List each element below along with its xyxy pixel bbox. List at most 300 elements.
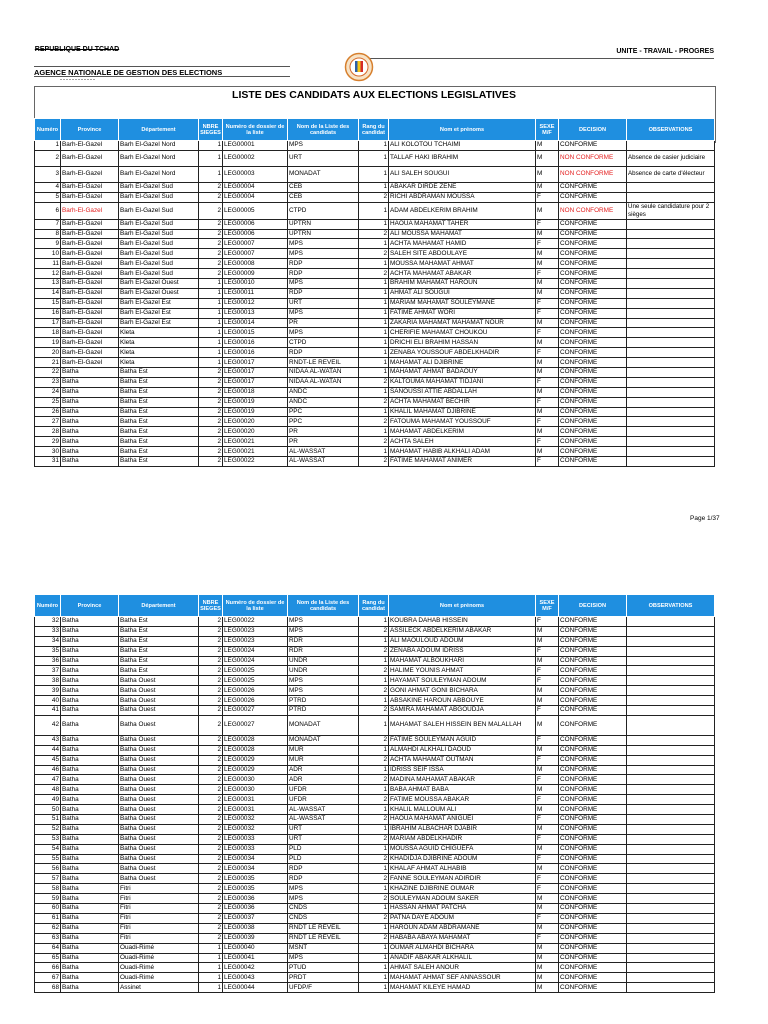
cell-rang: 2 — [359, 706, 389, 716]
cell-departement: Barh El-Gazel Est — [119, 308, 199, 318]
cell-liste: UPTRN — [288, 219, 359, 229]
cell-liste: MONADAT — [288, 735, 359, 745]
cell-sexe: F — [536, 815, 559, 825]
cell-sieges: 2 — [199, 923, 223, 933]
cell-sexe: F — [536, 676, 559, 686]
cell-departement: Kleta — [119, 348, 199, 358]
cell-dossier: LEG00020 — [223, 427, 288, 437]
cell-sieges: 1 — [199, 279, 223, 289]
cell-sexe: M — [536, 636, 559, 646]
cell-rang: 1 — [359, 368, 389, 378]
cell-liste: RDR — [288, 646, 359, 656]
cell-liste: MPS — [288, 626, 359, 636]
cell-dossier: LEG00030 — [223, 775, 288, 785]
table-row — [35, 427, 715, 437]
cell-nom: MAHAMAT ABDELKERIM — [389, 427, 536, 437]
cell-province: Barh-El-Gazel — [61, 229, 119, 239]
cell-observations — [627, 348, 715, 358]
cell-sieges: 2 — [199, 182, 223, 192]
cell-observations — [627, 437, 715, 447]
cell-rang: 1 — [359, 150, 389, 166]
cell-sexe: F — [536, 617, 559, 627]
cell-observations — [627, 328, 715, 338]
cell-sieges: 2 — [199, 815, 223, 825]
table-row — [35, 219, 715, 229]
cell-nom: KHADIDJA DJIBRINE ADOUM — [389, 854, 536, 864]
cell-nom: ZENABA YOUSSOUF ABDELKHADIR — [389, 348, 536, 358]
cell-dossier: LEG00026 — [223, 696, 288, 706]
cell-dossier: LEG00021 — [223, 437, 288, 447]
cell-decision: CONFORME — [559, 805, 627, 815]
table-row — [35, 973, 715, 983]
table-row — [35, 397, 715, 407]
cell-observations — [627, 368, 715, 378]
cell-nom: SAMIRA MAHAMAT ABGOUDJA — [389, 706, 536, 716]
cell-sexe: M — [536, 953, 559, 963]
cell-dossier: LEG00037 — [223, 913, 288, 923]
cell-departement: Barh El-Gazel Sud — [119, 239, 199, 249]
cell-sieges: 1 — [199, 308, 223, 318]
cell-sieges: 2 — [199, 715, 223, 735]
cell-decision: CONFORME — [559, 358, 627, 368]
cell-dossier: LEG00034 — [223, 864, 288, 874]
cell-nom: SANOUSSI ATTIE ABDALLAH — [389, 387, 536, 397]
cell-province: Batha — [61, 646, 119, 656]
table-row — [35, 715, 715, 735]
table-row — [35, 437, 715, 447]
table-row — [35, 626, 715, 636]
cell-departement: Batha Ouest — [119, 715, 199, 735]
cell-decision: CONFORME — [559, 636, 627, 646]
cell-observations — [627, 298, 715, 308]
cell-sexe: F — [536, 457, 559, 467]
cell-liste: ADR — [288, 775, 359, 785]
table-row — [35, 904, 715, 914]
cell-decision: CONFORME — [559, 417, 627, 427]
cell-sexe: M — [536, 686, 559, 696]
cell-numero: 65 — [35, 953, 61, 963]
cell-sexe: F — [536, 646, 559, 656]
cell-dossier: LEG00032 — [223, 815, 288, 825]
cell-numero: 46 — [35, 765, 61, 775]
cell-numero: 30 — [35, 447, 61, 457]
cell-observations — [627, 884, 715, 894]
cell-sieges: 1 — [199, 953, 223, 963]
cell-observations — [627, 407, 715, 417]
table-row — [35, 150, 715, 166]
cell-sieges: 2 — [199, 854, 223, 864]
cell-sieges: 2 — [199, 249, 223, 259]
cell-numero: 20 — [35, 348, 61, 358]
cell-numero: 38 — [35, 676, 61, 686]
cell-sexe: F — [536, 795, 559, 805]
cell-sieges: 1 — [199, 348, 223, 358]
cell-departement: Barh El-Gazel Sud — [119, 229, 199, 239]
cell-nom: MOUSSA MAHAMAT AHMAT — [389, 259, 536, 269]
cell-observations — [627, 824, 715, 834]
cell-sexe: M — [536, 656, 559, 666]
table-row — [35, 775, 715, 785]
col-header-observations: OBSERVATIONS — [627, 119, 715, 141]
cell-departement: Batha Est — [119, 646, 199, 656]
cell-departement: Batha Est — [119, 636, 199, 646]
cell-liste: PLD — [288, 854, 359, 864]
cell-dossier: LEG00016 — [223, 348, 288, 358]
cell-decision: CONFORME — [559, 259, 627, 269]
cell-rang: 1 — [359, 617, 389, 627]
cell-liste: MPS — [288, 953, 359, 963]
cell-province: Batha — [61, 913, 119, 923]
cell-departement: Batha Est — [119, 447, 199, 457]
cell-rang: 1 — [359, 328, 389, 338]
cell-decision: CONFORME — [559, 192, 627, 202]
table-row — [35, 368, 715, 378]
cell-sexe: F — [536, 437, 559, 447]
cell-sexe: M — [536, 785, 559, 795]
cell-observations — [627, 805, 715, 815]
header-divider — [34, 66, 290, 67]
cell-rang: 1 — [359, 884, 389, 894]
cell-observations — [627, 447, 715, 457]
cell-rang: 1 — [359, 676, 389, 686]
table-row — [35, 923, 715, 933]
cell-liste: PLD — [288, 844, 359, 854]
cell-sieges: 2 — [199, 239, 223, 249]
cell-sexe: M — [536, 844, 559, 854]
cell-province: Batha — [61, 973, 119, 983]
cell-liste: CNDS — [288, 904, 359, 914]
cell-sexe: F — [536, 706, 559, 716]
cell-observations — [627, 785, 715, 795]
cell-province: Batha — [61, 943, 119, 953]
cell-dossier: LEG00028 — [223, 735, 288, 745]
cell-liste: ANDC — [288, 387, 359, 397]
cell-sexe: M — [536, 923, 559, 933]
cell-departement: Batha Ouest — [119, 785, 199, 795]
cell-decision: CONFORME — [559, 933, 627, 943]
candidates-table — [34, 594, 715, 993]
cell-sieges: 2 — [199, 646, 223, 656]
cell-province: Barh-El-Gazel — [61, 219, 119, 229]
cell-sieges: 2 — [199, 834, 223, 844]
cell-numero: 60 — [35, 904, 61, 914]
cell-departement: Batha Ouest — [119, 765, 199, 775]
cell-dossier: LEG00023 — [223, 626, 288, 636]
table-row — [35, 706, 715, 716]
cell-departement: Batha Est — [119, 666, 199, 676]
cell-liste: RDP — [288, 288, 359, 298]
cell-liste: UFDR — [288, 785, 359, 795]
cell-nom: MARIAM MAHAMAT SOULEYMANE — [389, 298, 536, 308]
cell-departement: Fitri — [119, 884, 199, 894]
cell-sexe: F — [536, 874, 559, 884]
cell-numero: 67 — [35, 973, 61, 983]
cell-observations — [627, 377, 715, 387]
cell-dossier: LEG00035 — [223, 874, 288, 884]
cell-nom: KALTOUMA MAHAMAT TIDJANI — [389, 377, 536, 387]
cell-province: Barh-El-Gazel — [61, 348, 119, 358]
cell-decision: CONFORME — [559, 824, 627, 834]
cell-numero: 23 — [35, 377, 61, 387]
cell-numero: 36 — [35, 656, 61, 666]
cell-departement: Fitri — [119, 894, 199, 904]
cell-decision: CONFORME — [559, 397, 627, 407]
cell-decision: CONFORME — [559, 864, 627, 874]
cell-sieges: 2 — [199, 617, 223, 627]
cell-decision: CONFORME — [559, 626, 627, 636]
cell-sexe: M — [536, 358, 559, 368]
motto: UNITE - TRAVAIL - PROGRES — [616, 48, 714, 55]
cell-rang: 1 — [359, 407, 389, 417]
cell-observations — [627, 636, 715, 646]
cell-dossier: LEG00043 — [223, 973, 288, 983]
table-row — [35, 358, 715, 368]
cell-sieges: 2 — [199, 706, 223, 716]
cell-decision: CONFORME — [559, 973, 627, 983]
cell-liste: CTPD — [288, 338, 359, 348]
cell-sieges: 2 — [199, 824, 223, 834]
cell-sexe: M — [536, 715, 559, 735]
cell-decision: CONFORME — [559, 219, 627, 229]
cell-numero: 55 — [35, 854, 61, 864]
cell-departement: Barh El-Gazel Nord — [119, 141, 199, 151]
cell-rang: 1 — [359, 824, 389, 834]
cell-rang: 1 — [359, 447, 389, 457]
table-row — [35, 192, 715, 202]
cell-sexe: F — [536, 348, 559, 358]
cell-sexe: F — [536, 913, 559, 923]
cell-decision: CONFORME — [559, 755, 627, 765]
cell-province: Batha — [61, 953, 119, 963]
table-row — [35, 269, 715, 279]
cell-nom: MARIAM ABDELKHADIR — [389, 834, 536, 844]
table-row — [35, 894, 715, 904]
cell-observations — [627, 279, 715, 289]
table-row — [35, 182, 715, 192]
cell-sieges: 2 — [199, 745, 223, 755]
cell-departement: Batha Est — [119, 368, 199, 378]
cell-province: Batha — [61, 983, 119, 993]
table-row — [35, 259, 715, 269]
cell-dossier: LEG00036 — [223, 904, 288, 914]
cell-observations — [627, 397, 715, 407]
cell-departement: Batha Est — [119, 617, 199, 627]
cell-nom: FATIME SOULEYMAN AGUID — [389, 735, 536, 745]
cell-liste: ADR — [288, 765, 359, 775]
table-row — [35, 457, 715, 467]
cell-sexe: M — [536, 904, 559, 914]
cell-liste: MPS — [288, 308, 359, 318]
cell-province: Batha — [61, 933, 119, 943]
cell-dossier: LEG00040 — [223, 943, 288, 953]
cell-province: Batha — [61, 745, 119, 755]
cell-sexe: M — [536, 864, 559, 874]
candidates-table — [34, 118, 715, 467]
cell-numero: 42 — [35, 715, 61, 735]
cell-nom: KHAZINE DJIBRINE OUMAR — [389, 884, 536, 894]
cell-rang: 1 — [359, 953, 389, 963]
cell-rang: 2 — [359, 686, 389, 696]
cell-sexe: M — [536, 166, 559, 182]
cell-sieges: 2 — [199, 259, 223, 269]
cell-rang: 2 — [359, 269, 389, 279]
table-row — [35, 884, 715, 894]
cell-nom: HAYAMAT SOULEYMAN ADOUM — [389, 676, 536, 686]
cell-sieges: 2 — [199, 795, 223, 805]
cell-decision: CONFORME — [559, 377, 627, 387]
cell-province: Batha — [61, 626, 119, 636]
cell-observations — [627, 913, 715, 923]
cell-dossier: LEG00027 — [223, 706, 288, 716]
cell-decision: CONFORME — [559, 407, 627, 417]
cell-sieges: 2 — [199, 775, 223, 785]
cell-province: Batha — [61, 824, 119, 834]
cell-rang: 1 — [359, 745, 389, 755]
cell-observations — [627, 923, 715, 933]
cell-numero: 11 — [35, 259, 61, 269]
table-row — [35, 933, 715, 943]
cell-decision: CONFORME — [559, 427, 627, 437]
cell-sexe: M — [536, 259, 559, 269]
cell-departement: Kleta — [119, 338, 199, 348]
cell-decision: CONFORME — [559, 943, 627, 953]
cell-sieges: 1 — [199, 358, 223, 368]
cell-rang: 1 — [359, 239, 389, 249]
cell-numero: 29 — [35, 437, 61, 447]
cell-province: Batha — [61, 735, 119, 745]
cell-sexe: M — [536, 279, 559, 289]
cell-numero: 15 — [35, 298, 61, 308]
cell-sexe: M — [536, 202, 559, 219]
col-header-nom: Nom et prénoms — [389, 119, 536, 141]
cell-observations — [627, 904, 715, 914]
cell-sieges: 2 — [199, 447, 223, 457]
cell-departement: Barh El-Gazel Nord — [119, 166, 199, 182]
cell-province: Batha — [61, 755, 119, 765]
cell-sexe: M — [536, 249, 559, 259]
col-header-dossier: Numéro de dossier de la liste — [223, 595, 288, 617]
cell-sexe: M — [536, 983, 559, 993]
col-header-liste: Nom de la Liste des candidats — [288, 595, 359, 617]
cell-province: Batha — [61, 617, 119, 627]
cell-liste: RNDT-LE REVEIL — [288, 358, 359, 368]
cell-departement: Batha Est — [119, 626, 199, 636]
cell-departement: Ouadi-Rimé — [119, 963, 199, 973]
cell-departement: Batha Est — [119, 427, 199, 437]
cell-liste: MPS — [288, 239, 359, 249]
cell-nom: FATIME AHMAT WORI — [389, 308, 536, 318]
cell-nom: FANNE SOULEYMAN ADIRDIR — [389, 874, 536, 884]
cell-rang: 1 — [359, 923, 389, 933]
cell-liste: RDR — [288, 636, 359, 646]
cell-sexe: M — [536, 963, 559, 973]
cell-numero: 34 — [35, 636, 61, 646]
cell-sieges: 2 — [199, 219, 223, 229]
cell-numero: 50 — [35, 805, 61, 815]
cell-departement: Batha Ouest — [119, 755, 199, 765]
cell-sieges: 1 — [199, 328, 223, 338]
cell-numero: 52 — [35, 824, 61, 834]
cell-observations — [627, 192, 715, 202]
cell-rang: 1 — [359, 318, 389, 328]
table-row — [35, 666, 715, 676]
cell-dossier: LEG00015 — [223, 328, 288, 338]
cell-nom: KHALIL MAHAMAT DJIBRINE — [389, 407, 536, 417]
cell-numero: 5 — [35, 192, 61, 202]
cell-numero: 17 — [35, 318, 61, 328]
cell-decision: CONFORME — [559, 854, 627, 864]
cell-numero: 16 — [35, 308, 61, 318]
cell-rang: 1 — [359, 973, 389, 983]
cell-observations — [627, 894, 715, 904]
cell-rang: 2 — [359, 874, 389, 884]
cell-decision: CONFORME — [559, 815, 627, 825]
cell-nom: HAOUA MAHAMAT ANIGUEI — [389, 815, 536, 825]
cell-province: Batha — [61, 815, 119, 825]
col-header-sieges: NBRE SIEGES — [199, 119, 223, 141]
cell-rang: 1 — [359, 864, 389, 874]
cell-liste: URT — [288, 150, 359, 166]
cell-rang: 2 — [359, 457, 389, 467]
cell-sexe: M — [536, 427, 559, 437]
col-header-province: Province — [61, 119, 119, 141]
cell-decision: CONFORME — [559, 457, 627, 467]
cell-liste: PRDT — [288, 973, 359, 983]
cell-liste: UPTRN — [288, 229, 359, 239]
cell-province: Barh-El-Gazel — [61, 308, 119, 318]
cell-numero: 39 — [35, 686, 61, 696]
cell-sexe: M — [536, 407, 559, 417]
cell-numero: 31 — [35, 457, 61, 467]
cell-departement: Batha Ouest — [119, 676, 199, 686]
cell-observations — [627, 219, 715, 229]
cell-sieges: 2 — [199, 805, 223, 815]
cell-decision: CONFORME — [559, 666, 627, 676]
cell-nom: CHERIFIE MAHAMAT CHOUKOU — [389, 328, 536, 338]
cell-observations — [627, 943, 715, 953]
cell-liste: PTUD — [288, 963, 359, 973]
cell-dossier: LEG00006 — [223, 229, 288, 239]
cell-dossier: LEG00006 — [223, 219, 288, 229]
cell-decision: CONFORME — [559, 913, 627, 923]
cell-rang: 1 — [359, 338, 389, 348]
cell-departement: Batha Ouest — [119, 864, 199, 874]
cell-province: Barh-El-Gazel — [61, 279, 119, 289]
cell-rang: 2 — [359, 815, 389, 825]
cell-decision: CONFORME — [559, 765, 627, 775]
cell-liste: MPS — [288, 617, 359, 627]
cell-numero: 53 — [35, 834, 61, 844]
table-row — [35, 815, 715, 825]
cell-liste: UNDR — [288, 666, 359, 676]
cell-observations — [627, 457, 715, 467]
cell-province: Batha — [61, 387, 119, 397]
cell-departement: Ouadi-Rimé — [119, 943, 199, 953]
cell-dossier: LEG00003 — [223, 166, 288, 182]
cell-rang: 1 — [359, 983, 389, 993]
cell-province: Barh-El-Gazel — [61, 239, 119, 249]
cell-province: Batha — [61, 904, 119, 914]
cell-observations — [627, 646, 715, 656]
cell-observations — [627, 815, 715, 825]
cell-rang: 2 — [359, 192, 389, 202]
cell-observations — [627, 686, 715, 696]
cell-numero: 21 — [35, 358, 61, 368]
cell-province: Batha — [61, 686, 119, 696]
cell-numero: 35 — [35, 646, 61, 656]
cell-liste: CTPD — [288, 202, 359, 219]
cell-decision: CONFORME — [559, 696, 627, 706]
